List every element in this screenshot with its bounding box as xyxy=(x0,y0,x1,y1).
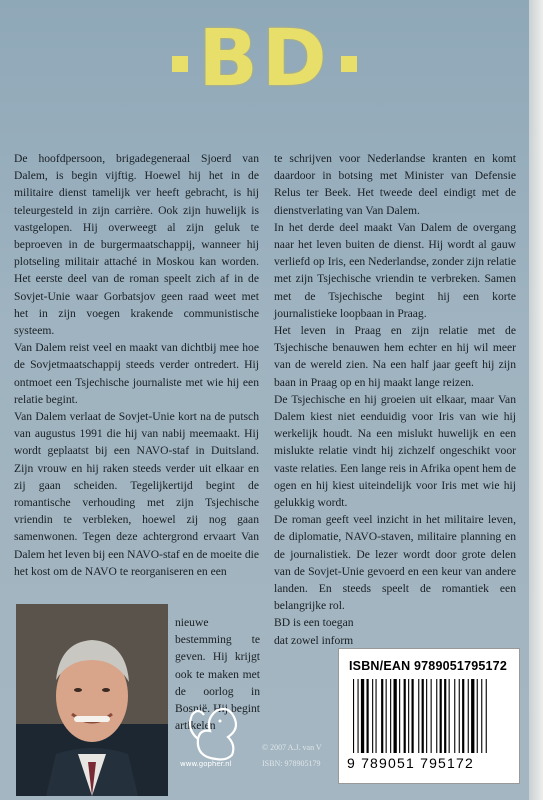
logo-dot-left xyxy=(172,56,188,72)
copyright-block xyxy=(262,740,322,772)
barcode-digits: 9 789051 795172 xyxy=(347,755,474,771)
logo-dot-right xyxy=(341,56,357,72)
paragraph: In het derde deel maakt Van Dalem de overgang naar het leven buiten de dienst. Hij wordt al gauw verliefd op Iris, een Nederlandse, zonder zijn relatie met zijn Tsjechische vriendin te verbreken. Samen met de Tsjechische begint hij een korte journalistieke loopbaan in Praag. xyxy=(274,220,516,320)
paragraph: te schrijven voor Nederlandse kranten en komt daardoor in botsing met Minister van Defensie Relus ter Beek. Het tweede deel eindigt met de dienstverlating van Van Dalem. xyxy=(274,152,516,217)
author-photo xyxy=(16,604,168,796)
paragraph: dat zowel inform xyxy=(274,633,354,647)
isbn-line: ISBN: 978905179 xyxy=(262,759,321,768)
publisher-url: www.gopher.nl xyxy=(180,760,232,768)
paragraph: De Tsjechische en hij groeien uit elkaar, maar Van Dalem kiest niet eenduidig voor Iris van wie hij werkelijk houdt. Na een mislukt huwelijk en een mislukte relatie vindt hij zichzelf ongeschikt voor vaste relaties. Een lange reis in Afrika opent hem de ogen en hij kiest uiteindelijk voor Iris met wie hij gelukkig wordt. xyxy=(274,392,516,510)
logo-text: BD xyxy=(198,14,331,104)
isbn-ean-label: ISBN/EAN 9789051795172 xyxy=(349,659,507,673)
right-text-column xyxy=(274,150,516,649)
paragraph: Van Dalem reist veel en maakt van dichtbij mee hoe de Sovjetmaatschappij steeds verder ontredert. Hij ontmoet een Tsjechische journaliste met wie hij een relatie begint. xyxy=(14,341,259,406)
paragraph: Het leven in Praag en zijn relatie met de Tsjechische benauwen hem echter en hij wil meer van de wereld zien. Na een half jaar geeft hij zijn baan in Praag op en hij maakt lange reizen. xyxy=(274,324,516,389)
paragraph: BD is een toegan xyxy=(274,616,354,630)
bd-logo xyxy=(0,14,529,104)
left-text-column xyxy=(14,150,259,580)
paragraph: Van Dalem verlaat de Sovjet-Unie kort na de putsch van augustus 1991 die hij van nabij meemaakt. Hij wordt geplaatst bij een NAVO-staf in Duitsland. Zijn vrouw en hij raken steeds verder uit elkaar en zij gaan scheiden. Tegelijkertijd begint de romantische verhouding met zijn Tsjechische vriendin te verbleken, hoewel zij nog gaan samenwonen. Tegen deze achtergrond ervaart Van Dalem het leven bij een NAVO-staf en de moeite die het kost om de NAVO te reorganiseren en een xyxy=(14,410,259,578)
barcode-sticker xyxy=(338,648,520,784)
paragraph: De hoofdpersoon, brigadegeneraal Sjoerd van Dalem, is begin vijftig. Hoewel hij het in de militaire dienst tamelijk ver heeft gebracht, is hij teleurgesteld in zijn carrière. Ook zijn huwelijk is vastgelopen. Hij overweegt al zijn geluk te beproeven in de burgermaatschappij, wanneer hij plotseling militair attaché in Moskou kan worden. Het eerste deel van de roman speelt zich af in de Sovjet-Unie waar Gorbatsjov geen raad weet met het in zijn voegen krakende communistische systeem. xyxy=(14,152,259,338)
barcode-icon xyxy=(349,679,509,753)
wrapped-text: nieuwe bestemming te geven. Hij krijgt ook te maken met de oorlog in Bosnië. Hij begint artikelen xyxy=(175,616,260,733)
paragraph: De roman geeft veel inzicht in het militaire leven, de diplomatie, NAVO-staven, militaire planning en de journalistiek. De lezer wordt door grote delen van de Sovjet-Unie gevoerd en een keur van andere landen. En steeds speelt de romantiek een belangrijke rol. xyxy=(274,513,516,613)
page-edge xyxy=(529,0,543,800)
copyright-line: © 2007 A.J. van V xyxy=(262,743,322,752)
